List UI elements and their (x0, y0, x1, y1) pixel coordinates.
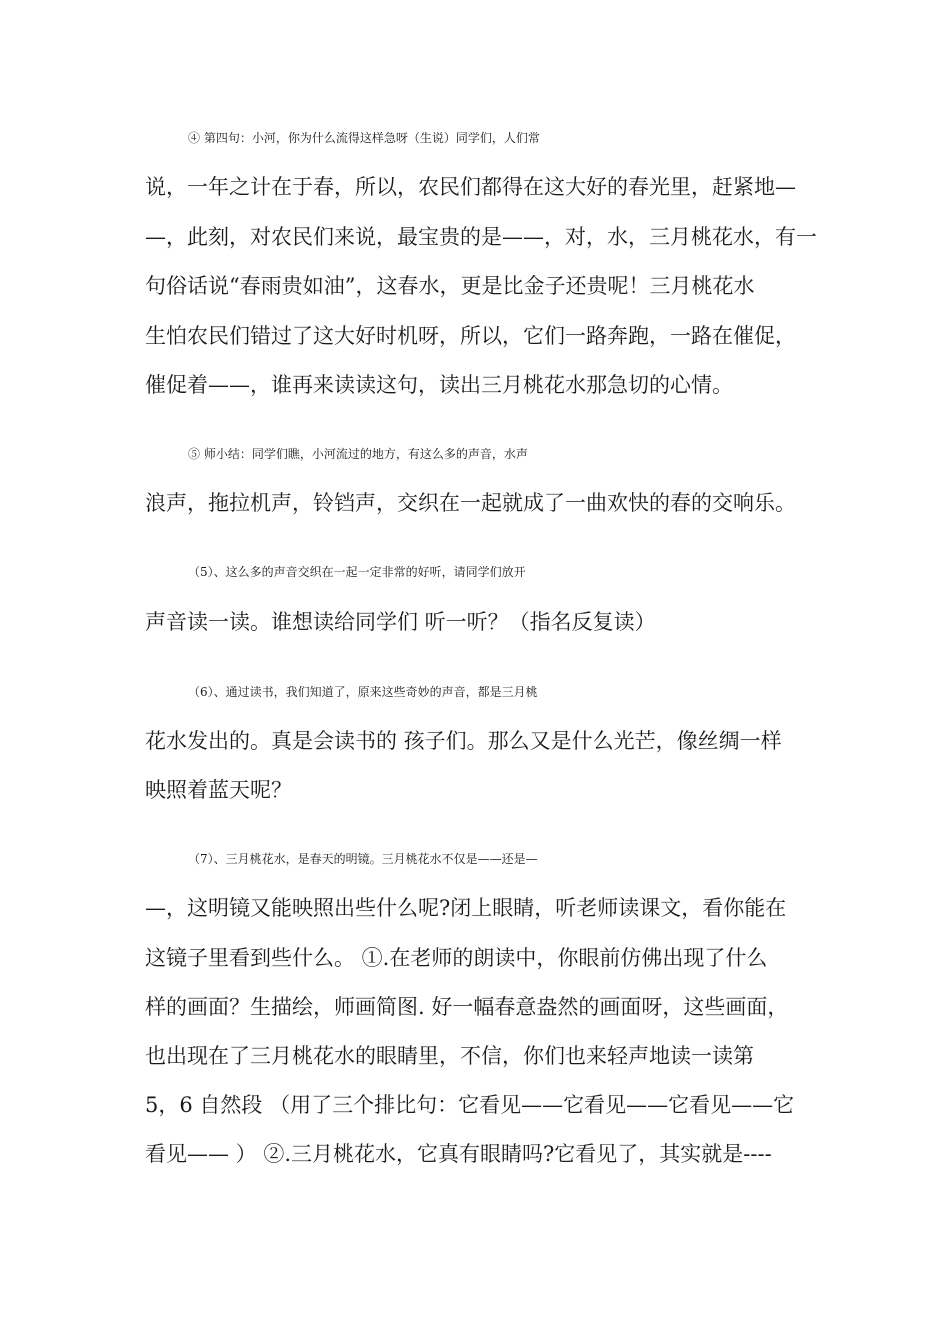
text-line: 这镜子里看到些什么。 ①.在老师的朗读中，你眼前仿佛出现了什么 (145, 946, 768, 970)
text-line: 句俗话说“春雨贵如油”，这春水，更是比金子还贵呢！三月桃花水 (145, 274, 755, 298)
text-line: 样的画面？生描绘，师画简图. 好一幅春意盎然的画面呀，这些画面， (145, 995, 789, 1019)
text-line: 映照着蓝天呢？ (145, 778, 292, 802)
text-line: 催促着——，谁再来读读这句，读出三月桃花水那急切的心情。 (145, 373, 733, 397)
text-line: 5，6 自然段 （用了三个排比句：它看见——它看见——它看见——它 (145, 1093, 795, 1117)
text-line: 花水发出的。真是会读书的 孩子们。那么又是什么光芒，像丝绸一样 (145, 729, 782, 753)
text-line: —，这明镜又能映照出些什么呢?闭上眼睛，听老师读课文，看你能在 (145, 896, 787, 920)
text-line: 也出现在了三月桃花水的眼睛里，不信，你们也来轻声地读一读第 (145, 1044, 754, 1068)
text-line: —，此刻，对农民们来说，最宝贵的是——，对，水，三月桃花水，有一 (145, 225, 817, 249)
text-line: 浪声，拖拉机声，铃铛声，交织在一起就成了一曲欢快的春的交响乐。 (145, 491, 796, 515)
text-line: ⑤ 师小结：同学们瞧，小河流过的地方，有这么多的声音，水声 (188, 447, 528, 461)
text-line: 声音读一读。谁想读给同学们 听一听？（指名反复读） (145, 610, 656, 634)
text-line: 看见—— ） ②.三月桃花水，它真有眼睛吗?它看见了，其实就是---- (145, 1142, 772, 1166)
text-line: （5）、这么多的声音交织在一起一定非常的好听，请同学们放开 (188, 565, 526, 579)
text-line: 说，一年之计在于春，所以，农民们都得在这大好的春光里，赶紧地— (145, 175, 796, 199)
text-line: （7）、三月桃花水，是春天的明镜。三月桃花水不仅是——还是— (188, 852, 538, 866)
text-line: 生怕农民们错过了这大好时机呀，所以，它们一路奔跑，一路在催促， (145, 324, 796, 348)
text-line: （6）、通过读书，我们知道了，原来这些奇妙的声音，都是三月桃 (188, 685, 538, 699)
text-line: ④ 第四句：小河，你为什么流得这样急呀（生说）同学们，人们常 (188, 131, 540, 145)
